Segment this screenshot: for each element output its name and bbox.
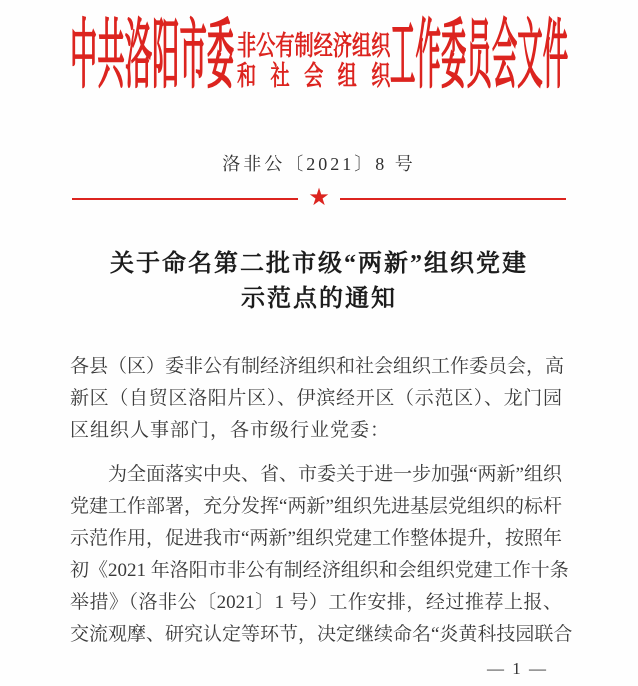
letterhead-subtitle-line2: 和社会组织 bbox=[237, 61, 391, 91]
body-line: 为全面落实中央、省、市委关于进一步加强“两新”组织 bbox=[108, 464, 562, 485]
recipients-paragraph bbox=[70, 351, 565, 447]
body-line: 举措》（洛非公〔2021〕1 号）工作安排，经过推荐上报、 bbox=[70, 592, 562, 613]
letterhead-subtitle-line1: 非公有制经济组织 bbox=[237, 31, 391, 61]
letterhead bbox=[0, 0, 638, 125]
letterhead-subtitle bbox=[237, 31, 390, 91]
letterhead-right-text: 工作委员会文件 bbox=[390, 14, 569, 98]
main-paragraph bbox=[70, 459, 573, 651]
body-line: 交流观摩、研究认定等环节，决定继续命名“炎黄科技园联合 bbox=[70, 624, 573, 645]
body-line: 示范作用，促进我市“两新”组织党建工作整体提升，按照年 bbox=[70, 528, 562, 549]
body-line: 区组织人事部门，各市级行业党委： bbox=[70, 420, 391, 441]
document-title-line1: 关于命名第二批市级“两新”组织党建 bbox=[110, 251, 528, 277]
divider-line-left bbox=[72, 198, 298, 200]
document-title-line2: 示范点的通知 bbox=[241, 286, 397, 312]
divider-line-right bbox=[340, 198, 566, 200]
body-line: 党建工作部署，充分发挥“两新”组织先进基层党组织的标杆 bbox=[70, 496, 562, 517]
page-number: — 1 — bbox=[487, 659, 548, 678]
document-number: 洛非公〔2021〕8 号 bbox=[222, 154, 416, 174]
body-line: 初《2021 年洛阳市非公有制经济组织和会组织党建工作十条 bbox=[70, 560, 569, 581]
star-icon: ★ bbox=[308, 185, 330, 211]
letterhead-left-text: 中共洛阳市委 bbox=[70, 14, 235, 98]
document-title bbox=[0, 247, 638, 317]
red-divider bbox=[72, 186, 566, 212]
document-body bbox=[70, 351, 573, 651]
body-line: 各县（区）委非公有制经济组织和社会组织工作委员会，高 bbox=[70, 356, 565, 377]
body-line: 新区（自贸区洛阳片区）、伊滨经开区（示范区）、龙门园 bbox=[70, 388, 562, 409]
